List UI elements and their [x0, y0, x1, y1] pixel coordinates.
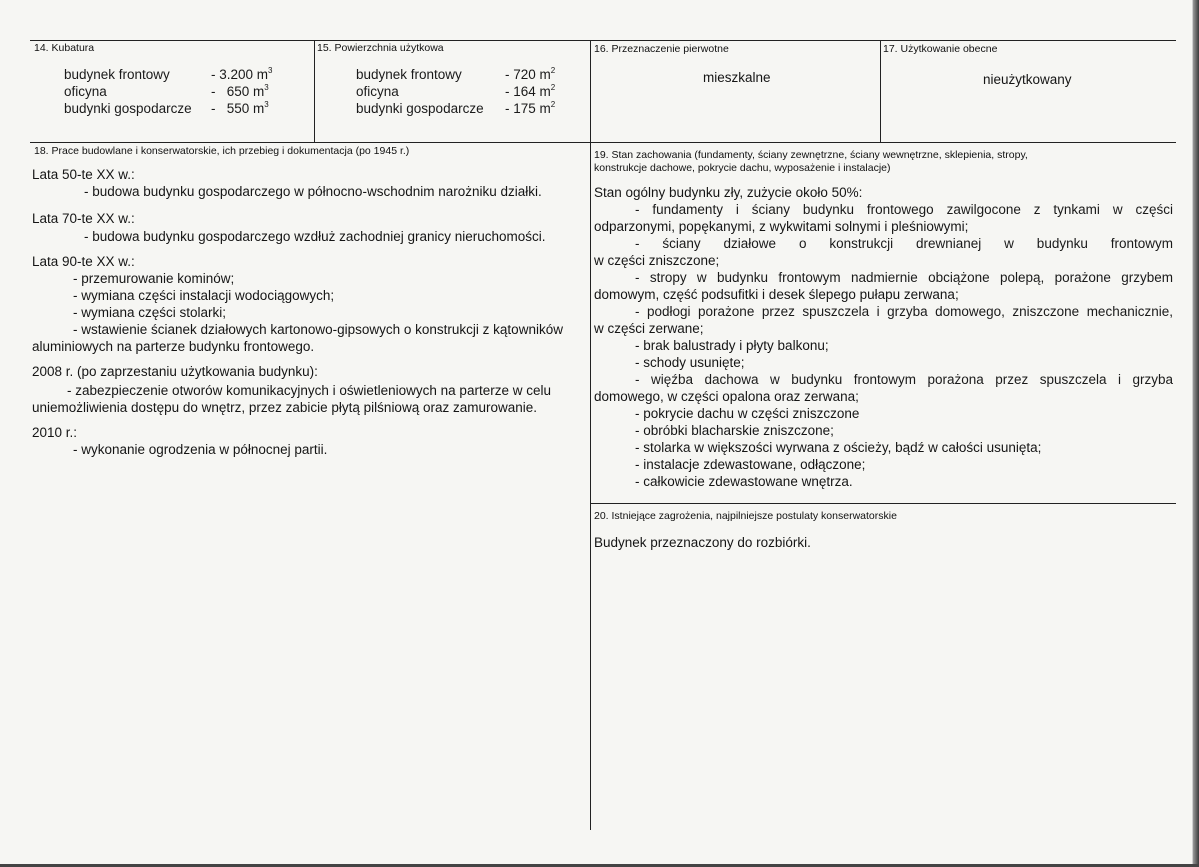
s18-p1-head: Lata 50-te XX w.: [32, 167, 135, 182]
s14-row-value: - 550 $m^3$ [211, 100, 269, 116]
s18-p3-line: - wymiana części instalacji wodociągowych; [73, 288, 335, 303]
s14-row-name: budynek frontowy [64, 67, 170, 82]
s14-label: 14. Kubatura [34, 42, 95, 54]
divider-16-17 [880, 40, 881, 142]
s18-p2-line: - budowa budynku gospodarczego wzdłuż zachodniej granicy nieruchomości. [84, 229, 546, 244]
s19-item-line: - schody usunięte; [635, 355, 745, 370]
s19-item-line: - pokrycie dachu w części zniszczone [635, 406, 860, 421]
s16-value: mieszkalne [703, 70, 771, 85]
s18-p4-head: 2008 r. (po zaprzestaniu użytkowania budynku): [32, 364, 318, 379]
s15-label: 15. Powierzchnia użytkowa [317, 42, 444, 54]
s18-p1-line: - budowa budynku gospodarczego w północno-wschodnim narożniku działki. [84, 184, 542, 199]
s19-item-line: domowym, część podsufitki i desek ślepego pułapu zerwana; [594, 287, 959, 302]
s19-item-line: - instalacje zdewastowane, odłączone; [635, 457, 866, 472]
s15-row-name: budynki gospodarcze [356, 101, 484, 116]
s14-names [64, 66, 192, 117]
s17-label: 17. Użytkowanie obecne [883, 43, 998, 55]
s18-p3-head: Lata 90-te XX w.: [32, 254, 135, 269]
s14-row-name: budynki gospodarcze [64, 101, 192, 116]
s20-top-rule [590, 503, 1176, 504]
s15-row-name: budynek frontowy [356, 67, 462, 82]
s18-label: 18. Prace budowlane i konserwatorskie, ich przebieg i dokumentacja (po 1945 r.) [34, 145, 410, 157]
s18-p3-line: - wstawienie ścianek działowych kartonowo-gipsowych o konstrukcji z kątowników [73, 322, 563, 337]
s20-value: Budynek przeznaczony do rozbiórki. [594, 535, 811, 550]
s19-item-line: - obróbki blacharskie zniszczone; [635, 423, 834, 438]
s19-item-line: w części zerwane; [594, 321, 704, 336]
s19-label: konstrukcje dachowe, pokrycie dachu, wyposażenie i instalacje) [594, 162, 891, 174]
divider-main [590, 40, 591, 830]
s18-p4-line: - zabezpieczenie otworów komunikacyjnych i oświetleniowych na parterze w celu [67, 383, 551, 398]
s18-p5-line: - wykonanie ogrodzenia w północnej partii. [73, 442, 328, 457]
s15-row-name: oficyna [356, 84, 399, 99]
s19-item-line: - całkowicie zdewastowane wnętrza. [635, 474, 853, 489]
s14-row-value: - 650 $m^3$ [211, 83, 269, 99]
s19-item-line: w części zniszczone; [594, 253, 720, 268]
s19-item-line: domowego, w części opalona oraz zerwana; [594, 389, 859, 404]
s19-item-line: - fundamenty i ściany budynku frontowego zawilgocone z tynkami w części [635, 202, 1173, 217]
s14-values [211, 66, 272, 117]
s19-item-line: - więźba dachowa w budynku frontowym porażona przez spuszczela i grzyba [635, 372, 1173, 387]
s18-p3-line: - wymiana części stolarki; [73, 305, 227, 320]
s14-row-name: oficyna [64, 84, 107, 99]
top-rule [30, 40, 1176, 41]
s14-row-value: - 3.200 $m^3$ [211, 66, 273, 82]
s19-label: 19. Stan zachowania (fundamenty, ściany zewnętrzne, ściany wewnętrzne, sklepienia, stropy, [594, 149, 1028, 161]
s20-label: 20. Istniejące zagrożenia, najpilniejsze postulaty konserwatorskie [594, 510, 897, 522]
s16-label: 16. Przeznaczenie pierwotne [594, 43, 729, 55]
s15-names [356, 66, 484, 117]
s18-p5-head: 2010 r.: [32, 425, 78, 440]
mid-rule [30, 142, 1176, 143]
s15-row-value: - 720 $m^2$ [505, 66, 556, 82]
s19-intro: Stan ogólny budynku zły, zużycie około 50%: [594, 185, 863, 200]
s15-row-value: - 175 $m^2$ [505, 100, 556, 116]
s19-item-line: - stolarka w większości wyrwana z ościeży, bądź w całości usunięta; [635, 440, 1042, 455]
s18-p3-line: - przemurowanie kominów; [73, 271, 235, 286]
s18-p2-head: Lata 70-te XX w.: [32, 211, 135, 226]
s15-values [505, 66, 555, 117]
s17-value: nieużytkowany [983, 72, 1072, 87]
s19-item-line: - brak balustrady i płyty balkonu; [635, 338, 829, 353]
s19-item-line: - stropy w budynku frontowym nadmiernie obciążone polepą, porażone grzybem [635, 270, 1173, 285]
s19-item-line: - podłogi porażone przez spuszczela i grzyba domowego, zniszczone mechanicznie, [635, 304, 1173, 319]
s18-p3-line: aluminiowych na parterze budynku frontowego. [32, 339, 315, 354]
s19-item-line: - ściany działowe o konstrukcji drewnianej w budynku frontowym [635, 236, 1173, 251]
scan-edge [1193, 0, 1199, 867]
divider-14-15 [314, 40, 315, 142]
s19-item-line: odparzonymi, popękanymi, z wykwitami solnymi i pleśniowymi; [594, 219, 969, 234]
s18-p4-line: uniemożliwienia dostępu do wnętrz, przez zabicie płytą pilśniową oraz zamurowanie. [32, 400, 538, 415]
s15-row-value: - 164 $m^2$ [505, 83, 556, 99]
